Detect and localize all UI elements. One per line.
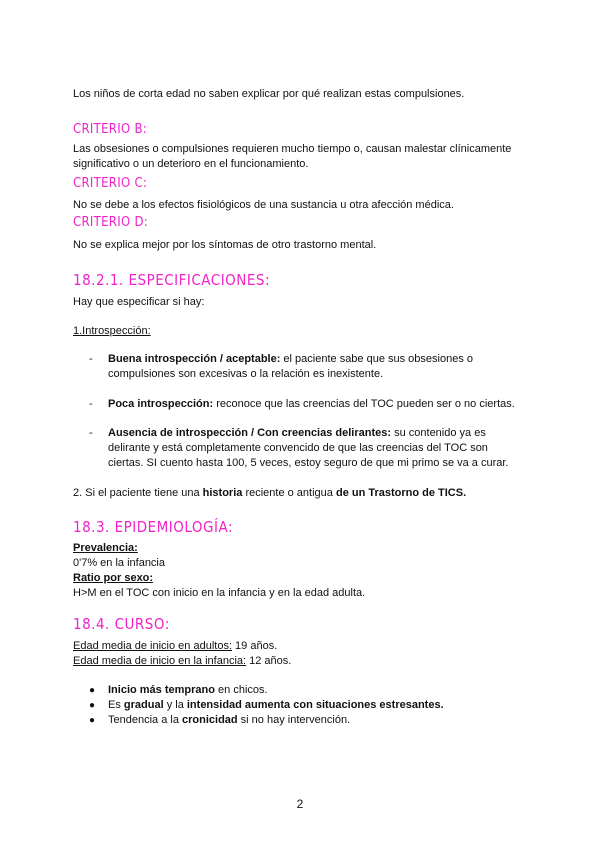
item-text: su contenido ya es <box>391 427 486 439</box>
bullet-dot: ● <box>89 685 96 696</box>
criterio-c-text: No se debe a los efectos fisiológicos de una sustancia u otra afección médica. <box>73 199 454 211</box>
intro-line: Los niños de corta edad no saben explicar por qué realizan estas compulsiones. <box>73 88 465 100</box>
dash-bullet: - <box>89 398 93 410</box>
introspeccion-label: 1.Introspección: <box>73 325 151 337</box>
bold-term: intensidad aumenta con situaciones estresantes. <box>186 699 444 711</box>
criterio-b-heading: CRITERIO B: <box>73 122 148 137</box>
bullet-text: en chicos. <box>214 684 268 696</box>
bullet-text: Tendencia a la <box>108 714 182 726</box>
dash-bullet: - <box>89 427 93 439</box>
bold-term: cronicidad <box>182 714 238 726</box>
infancia-value: 12 años. <box>246 655 292 667</box>
epidemiologia-heading: 18.3. EPIDEMIOLOGÍA: <box>73 518 233 536</box>
page-number: 2 <box>296 797 304 811</box>
epidemiologia-body <box>73 541 528 601</box>
bold-term: de un Trastorno de TICS. <box>335 487 467 499</box>
bold-term: historia <box>202 487 243 499</box>
especificaciones-intro: Hay que especificar si hay: <box>73 296 205 308</box>
criterio-c-heading: CRITERIO C: <box>73 176 148 191</box>
ratio-label: Ratio por sexo: <box>73 572 154 584</box>
criterio-b-line: Las obsesiones o compulsiones requieren mucho tiempo o, causan malestar clínicamente <box>73 143 512 155</box>
curso-heading: 18.4. CURSO: <box>73 615 170 633</box>
list-item-text <box>108 426 518 471</box>
bullet-text: si no hay intervención. <box>237 714 351 726</box>
especificaciones-heading: 18.2.1. ESPECIFICACIONES: <box>73 271 271 289</box>
introspeccion-subheading <box>73 324 528 339</box>
criterio-b-text <box>73 142 528 172</box>
ratio-text: H>M en el TOC con inicio en la infancia y en la edad adulta. <box>73 587 366 599</box>
point-2-text: 2. Si el paciente tiene una <box>73 487 203 499</box>
bold-term: Inicio más temprano <box>108 684 215 696</box>
bold-term: Buena introspección / aceptable: <box>108 353 281 365</box>
bullet-text: Es <box>108 699 124 711</box>
bullet-dot: ● <box>89 715 96 726</box>
bold-term: gradual <box>123 699 164 711</box>
list-item-text <box>108 352 518 382</box>
prevalencia-label: Prevalencia: <box>73 542 138 554</box>
bullet-text: y la <box>163 699 187 711</box>
dash-bullet: - <box>89 353 93 365</box>
item-text: reconoce que las creencias del TOC pueden ser o no ciertas. <box>213 398 515 410</box>
item-text: delirante y está completamente convencido de que las creencias del TOC son <box>108 442 488 454</box>
list-item-text <box>108 397 518 412</box>
infancia-label: Edad media de inicio en la infancia: <box>73 655 247 667</box>
criterio-d-text: No se explica mejor por los síntomas de otro trastorno mental. <box>73 239 377 251</box>
item-text: ciertas. SI cuento hasta 100, 5 veces, estoy seguro de que mi primo se va a curar. <box>108 457 509 469</box>
item-text: el paciente sabe que sus obsesiones o <box>280 353 474 365</box>
adultos-label: Edad media de inicio en adultos: <box>73 640 232 652</box>
criterio-b-line: significativo o un deterioro en el funcionamiento. <box>73 158 309 170</box>
bullet-dot: ● <box>89 700 96 711</box>
criterio-d-heading: CRITERIO D: <box>73 215 149 230</box>
bold-term: Poca introspección: <box>108 398 214 410</box>
point-2-text: reciente o antigua <box>242 487 336 499</box>
item-text: compulsiones son excesivas o la relación es inexistente. <box>108 368 384 380</box>
prevalencia-text: 0'7% en la infancia <box>73 557 165 569</box>
bold-term: Ausencia de introspección / Con creencias delirantes: <box>108 427 392 439</box>
point-2 <box>73 486 528 501</box>
adultos-value: 19 años. <box>232 640 278 652</box>
curso-body <box>73 639 528 669</box>
